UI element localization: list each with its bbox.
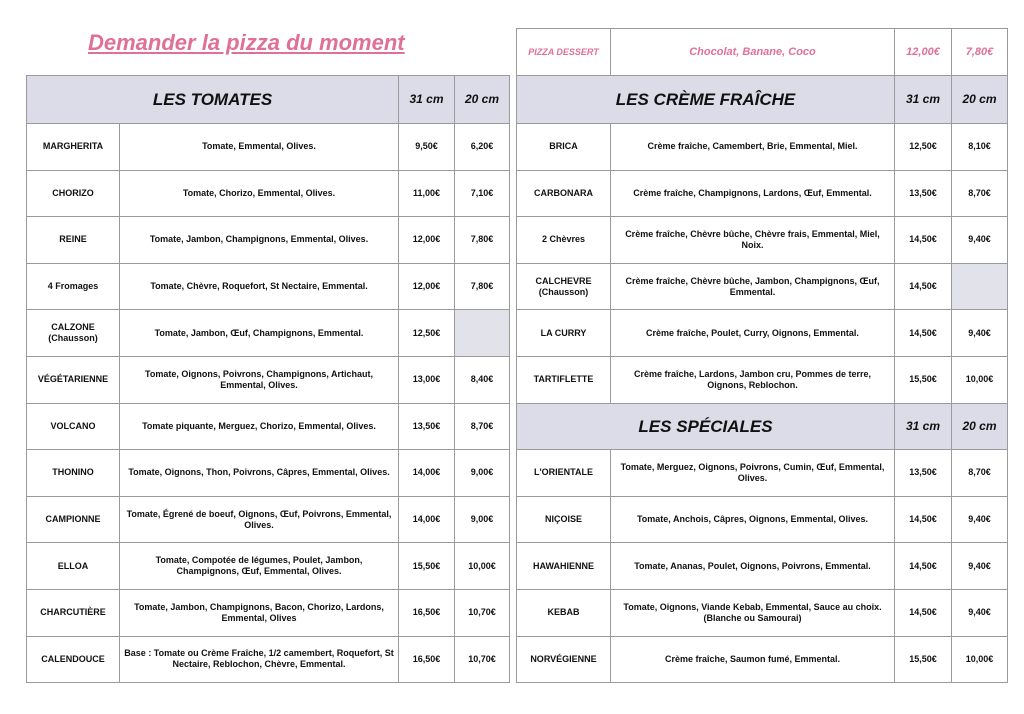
price-31cm: 12,00€ [399,217,455,264]
pizza-ingredients: Crème fraîche, Chèvre bûche, Jambon, Champignons, Œuf, Emmental. [611,263,895,310]
pizza-ingredients: Tomate, Jambon, Champignons, Emmental, Olives. [120,217,399,264]
menu-row [517,263,1008,310]
price-31cm: 12,50€ [399,310,455,357]
creme-size-20: 20 cm [952,76,1008,124]
price-31cm: 15,50€ [895,636,952,683]
price-20cm: 7,80€ [455,217,510,264]
pizza-name: ELLOA [27,543,120,590]
menu-row [27,543,510,590]
pizza-name: VOLCANO [27,403,120,450]
pizza-name: CALZONE (Chausson) [27,310,120,357]
pizza-name: CALENDOUCE [27,636,120,683]
price-31cm: 12,00€ [399,263,455,310]
dessert-row [516,28,1008,76]
menu-row [517,170,1008,217]
pizza-ingredients: Tomate, Oignons, Poivrons, Champignons, Artichaut, Emmental, Olives. [120,356,399,403]
dessert-price-31: 12,00€ [895,29,952,76]
pizza-name: MARGHERITA [27,124,120,171]
menu-row [517,217,1008,264]
pizza-ingredients: Crème fraîche, Champignons, Lardons, Œuf, Emmental. [611,170,895,217]
menu-row [27,403,510,450]
price-20cm: 9,40€ [952,496,1008,543]
menu-row [517,310,1008,357]
menu-row [27,450,510,497]
price-31cm: 14,50€ [895,589,952,636]
pizza-name: TARTIFLETTE [517,356,611,403]
speciales-header-row [517,403,1008,450]
pizza-name: BRICA [517,124,611,171]
tomates-size-31: 31 cm [399,76,455,124]
price-31cm: 15,50€ [399,543,455,590]
pizza-name: L'ORIENTALE [517,450,611,497]
tomates-table [26,75,510,683]
pizza-ingredients: Tomate, Ananas, Poulet, Oignons, Poivrons, Emmental. [611,543,895,590]
price-31cm: 14,50€ [895,310,952,357]
menu-row [517,496,1008,543]
price-20cm [455,310,510,357]
pizza-ingredients: Crème fraîche, Saumon fumé, Emmental. [611,636,895,683]
page-headline: Demander la pizza du moment [88,30,405,55]
menu-row [517,589,1008,636]
pizza-ingredients: Tomate, Égrené de boeuf, Oignons, Œuf, Poivrons, Emmental, Olives. [120,496,399,543]
price-31cm: 16,50€ [399,589,455,636]
pizza-ingredients: Tomate, Oignons, Thon, Poivrons, Câpres, Emmental, Olives. [120,450,399,497]
pizza-ingredients: Tomate, Emmental, Olives. [120,124,399,171]
price-31cm: 14,50€ [895,217,952,264]
price-20cm: 10,70€ [455,636,510,683]
pizza-name: NIÇOISE [517,496,611,543]
pizza-ingredients: Crème fraîche, Poulet, Curry, Oignons, Emmental. [611,310,895,357]
price-20cm: 7,80€ [455,263,510,310]
pizza-name: VÉGÉTARIENNE [27,356,120,403]
pizza-ingredients: Tomate, Oignons, Viande Kebab, Emmental, Sauce au choix. (Blanche ou Samourai) [611,589,895,636]
price-31cm: 15,50€ [895,356,952,403]
pizza-name: NORVÉGIENNE [517,636,611,683]
pizza-ingredients: Base : Tomate ou Crème Fraîche, 1/2 camembert, Roquefort, St Nectaire, Reblochon, Chèvre, Emmental. [120,636,399,683]
menu-row [517,124,1008,171]
menu-row [27,356,510,403]
creme-size-31: 31 cm [895,76,952,124]
price-20cm: 9,40€ [952,217,1008,264]
price-20cm: 10,00€ [952,636,1008,683]
pizza-ingredients: Tomate, Chèvre, Roquefort, St Nectaire, Emmental. [120,263,399,310]
price-20cm: 7,10€ [455,170,510,217]
price-31cm: 12,50€ [895,124,952,171]
pizza-ingredients: Tomate, Jambon, Œuf, Champignons, Emmental. [120,310,399,357]
price-20cm: 6,20€ [455,124,510,171]
pizza-name: CHARCUTIÈRE [27,589,120,636]
price-31cm: 9,50€ [399,124,455,171]
speciales-size-31: 31 cm [895,403,952,450]
pizza-name: 2 Chèvres [517,217,611,264]
pizza-name: KEBAB [517,589,611,636]
price-20cm: 8,70€ [455,403,510,450]
pizza-ingredients: Tomate, Chorizo, Emmental, Olives. [120,170,399,217]
pizza-ingredients: Tomate, Jambon, Champignons, Bacon, Chorizo, Lardons, Emmental, Olives [120,589,399,636]
pizza-ingredients: Crème fraîche, Camembert, Brie, Emmental, Miel. [611,124,895,171]
price-20cm: 10,70€ [455,589,510,636]
creme-header-row [517,76,1008,124]
pizza-name: HAWAHIENNE [517,543,611,590]
price-31cm: 13,50€ [399,403,455,450]
price-31cm: 14,50€ [895,543,952,590]
pizza-name: CAMPIONNE [27,496,120,543]
menu-row [27,496,510,543]
pizza-name: REINE [27,217,120,264]
creme-speciales-table [516,75,1008,683]
price-20cm: 8,70€ [952,170,1008,217]
menu-row [517,450,1008,497]
menu-row [27,170,510,217]
tomates-title: LES TOMATES [27,76,399,124]
price-20cm: 8,10€ [952,124,1008,171]
price-31cm: 14,00€ [399,496,455,543]
dessert-ingredients: Chocolat, Banane, Coco [611,29,895,76]
menu-row [517,543,1008,590]
creme-title: LES CRÈME FRAÎCHE [517,76,895,124]
tomates-size-20: 20 cm [455,76,510,124]
pizza-name: CHORIZO [27,170,120,217]
pizza-name: LA CURRY [517,310,611,357]
price-31cm: 16,50€ [399,636,455,683]
pizza-name: THONINO [27,450,120,497]
pizza-ingredients: Tomate, Merguez, Oignons, Poivrons, Cumin, Œuf, Emmental, Olives. [611,450,895,497]
pizza-ingredients: Tomate, Compotée de légumes, Poulet, Jambon, Champignons, Œuf, Emmental, Olives. [120,543,399,590]
pizza-name: 4 Fromages [27,263,120,310]
tomates-header-row [27,76,510,124]
price-31cm: 14,50€ [895,496,952,543]
pizza-ingredients: Crème fraîche, Lardons, Jambon cru, Pommes de terre, Oignons, Reblochon. [611,356,895,403]
price-20cm: 9,40€ [952,310,1008,357]
menu-row [517,356,1008,403]
menu-row [27,217,510,264]
menu-row [27,124,510,171]
pizza-name: CALCHEVRE (Chausson) [517,263,611,310]
price-31cm: 13,50€ [895,450,952,497]
price-20cm: 9,40€ [952,543,1008,590]
price-31cm: 11,00€ [399,170,455,217]
pizza-ingredients: Crème fraîche, Chèvre bûche, Chèvre frais, Emmental, Miel, Noix. [611,217,895,264]
price-31cm: 13,50€ [895,170,952,217]
price-20cm: 10,00€ [952,356,1008,403]
menu-row [27,263,510,310]
dessert-label: PIZZA DESSERT [517,29,611,76]
dessert-price-20: 7,80€ [952,29,1008,76]
price-31cm: 14,50€ [895,263,952,310]
price-20cm: 9,40€ [952,589,1008,636]
pizza-ingredients: Tomate piquante, Merguez, Chorizo, Emmental, Olives. [120,403,399,450]
speciales-title: LES SPÉCIALES [517,403,895,450]
menu-row [27,589,510,636]
price-31cm: 13,00€ [399,356,455,403]
pizza-ingredients: Tomate, Anchois, Câpres, Oignons, Emmental, Olives. [611,496,895,543]
menu-row [27,310,510,357]
price-31cm: 14,00€ [399,450,455,497]
menu-row [517,636,1008,683]
price-20cm [952,263,1008,310]
price-20cm: 8,70€ [952,450,1008,497]
price-20cm: 8,40€ [455,356,510,403]
speciales-size-20: 20 cm [952,403,1008,450]
menu-row [27,636,510,683]
pizza-name: CARBONARA [517,170,611,217]
price-20cm: 10,00€ [455,543,510,590]
price-20cm: 9,00€ [455,450,510,497]
price-20cm: 9,00€ [455,496,510,543]
